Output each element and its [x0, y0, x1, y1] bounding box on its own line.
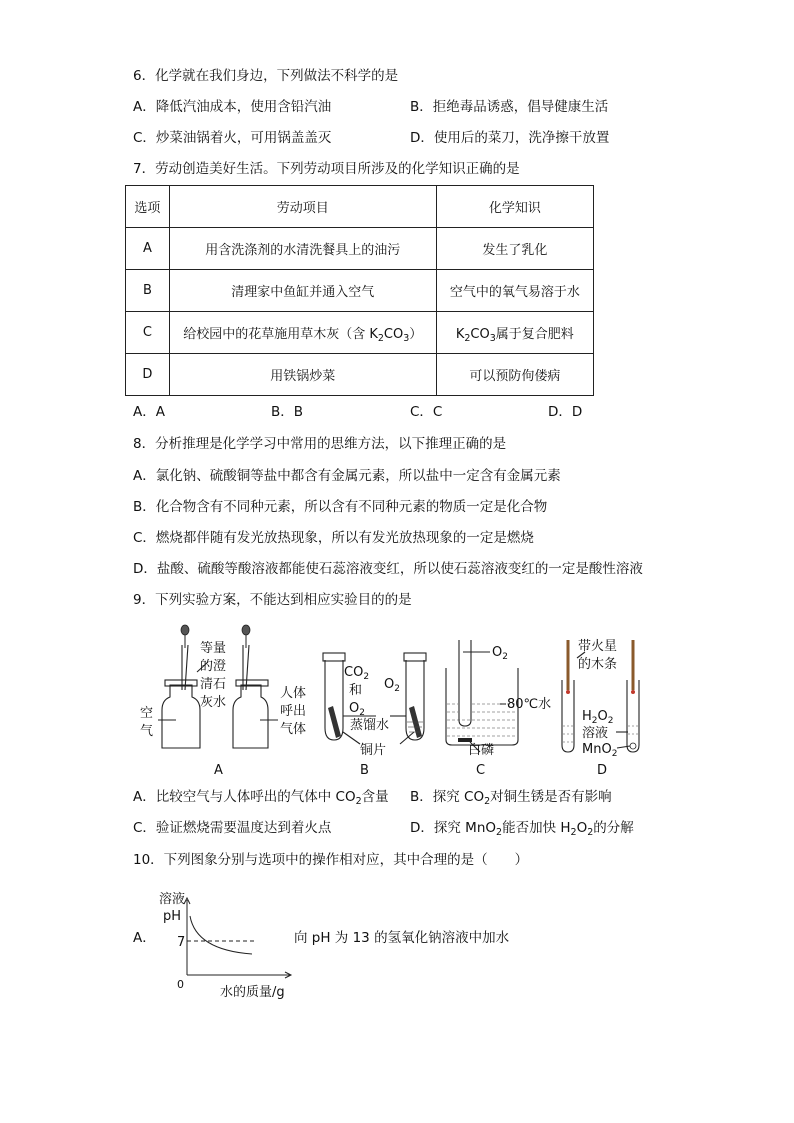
d-mno2-label: MnO$_2$	[582, 742, 618, 759]
a-breath-label: 呼出	[280, 704, 307, 719]
c-o2-label: $O_2$	[492, 645, 508, 662]
graph-xlabel: 水的质量/g	[220, 985, 285, 1000]
a-dropper-label: 清石	[200, 677, 227, 692]
q10-option-a-text: 向 pH 为 13 的氢氧化钠溶液中加水	[294, 930, 510, 946]
b-co2-label: $CO_2$	[344, 665, 370, 682]
q6-option-c[interactable]: C．炒菜油锅着火，可用锅盖盖灭	[133, 130, 332, 146]
q6-stem: 6．化学就在我们身边，下列做法不科学的是	[133, 68, 399, 84]
q6-option-a[interactable]: A．降低汽油成本，使用含铅汽油	[133, 99, 332, 115]
b-copper-label: 铜片	[360, 743, 387, 758]
row-option: B	[126, 270, 170, 312]
c-phosphorus-label: 白磷	[468, 743, 495, 758]
row-project: 用铁锅炒菜	[169, 354, 436, 396]
b-o2-label: $O_2$	[349, 701, 365, 718]
row-knowledge: 发生了乳化	[436, 228, 593, 270]
a-breath-label: 人体	[280, 686, 307, 701]
row-option: C	[126, 312, 170, 354]
q10-ph-graph	[155, 885, 305, 1000]
c-water-label: 80℃水	[507, 697, 552, 712]
d-splint-label: 的木条	[578, 657, 618, 672]
a-air-label: 空	[140, 706, 154, 721]
a-dropper-label: 的澄	[200, 659, 227, 674]
q7-choice-c[interactable]: C．C	[410, 404, 443, 420]
a-dropper-label: 灰水	[200, 695, 227, 710]
q8-stem: 8．分析推理是化学学习中常用的思维方法，以下推理正确的是	[133, 436, 507, 452]
q7-stem: 7．劳动创造美好生活。下列劳动项目所涉及的化学知识正确的是	[133, 161, 520, 177]
caption-d: D	[597, 763, 608, 778]
b-and-label: 和	[349, 683, 363, 698]
q10-stem: 10．下列图象分别与选项中的操作相对应，其中合理的是（ ）	[133, 852, 529, 868]
row-project: 给校园中的花草施用草木灰（含 $K_2CO_3$）	[169, 312, 436, 354]
row-option: A	[126, 228, 170, 270]
q8-option-a[interactable]: A．氯化钠、硫酸铜等盐中都含有金属元素，所以盐中一定含有金属元素	[133, 468, 561, 484]
b-water-label: 蒸馏水	[350, 718, 390, 733]
q7-choice-b[interactable]: B．B	[271, 404, 304, 420]
q9-option-d[interactable]: D．探究 MnO$_2$能否加快 $H_2O_2$的分解	[410, 820, 634, 838]
q6-option-b[interactable]: B．拒绝毒品诱惑，倡导健康生活	[410, 99, 609, 115]
d-solution-label: 溶液	[582, 726, 609, 741]
q9-stem: 9．下列实验方案，不能达到相应实验目的的是	[133, 592, 412, 608]
table-row	[126, 228, 594, 270]
a-breath-label: 气体	[280, 722, 307, 737]
header-option: 选项	[126, 186, 170, 228]
b-o2-label: $O_2$	[384, 677, 400, 694]
origin-label: 0	[177, 978, 184, 991]
a-air-label: 气	[140, 724, 154, 739]
q9-experiment-figure	[130, 618, 650, 780]
tick-7-label: 7	[177, 935, 186, 950]
caption-b: B	[360, 763, 369, 778]
q8-option-c[interactable]: C．燃烧都伴随有发光放热现象，所以有发光放热现象的一定是燃烧	[133, 530, 534, 546]
a-dropper-label: 等量	[200, 641, 227, 656]
row-knowledge: $K_2CO_3$属于复合肥料	[436, 312, 593, 354]
q9-option-b[interactable]: B．探究 $CO_2$对铜生锈是否有影响	[410, 789, 612, 807]
row-option: D	[126, 354, 170, 396]
header-knowledge: 化学知识	[436, 186, 593, 228]
table-row	[126, 270, 594, 312]
d-h2o2-label: $H_2O_2$	[582, 709, 614, 726]
row-knowledge: 空气中的氧气易溶于水	[436, 270, 593, 312]
q7-choice-a[interactable]: A．A	[133, 404, 165, 420]
q9-option-c[interactable]: C．验证燃烧需要温度达到着火点	[133, 820, 332, 836]
graph-ylabel: 溶液	[159, 892, 186, 907]
graph-ylabel: pH	[163, 909, 182, 924]
ph-curve	[190, 916, 252, 954]
q10-option-a-label[interactable]: A．	[133, 930, 156, 946]
d-splint-label: 带火星	[578, 639, 618, 654]
q7-choice-d[interactable]: D．D	[548, 404, 583, 420]
q8-option-b[interactable]: B．化合物含有不同种元素，所以含有不同种元素的物质一定是化合物	[133, 499, 548, 515]
caption-a: A	[214, 763, 223, 778]
caption-c: C	[476, 763, 486, 778]
q9-option-a[interactable]: A．比较空气与人体呼出的气体中 $CO_2$含量	[133, 789, 389, 807]
row-project: 清理家中鱼缸并通入空气	[169, 270, 436, 312]
header-project: 劳动项目	[169, 186, 436, 228]
q8-option-d[interactable]: D．盐酸、硫酸等酸溶液都能使石蕊溶液变红，所以使石蕊溶液变红的一定是酸性溶液	[133, 561, 643, 577]
q6-option-d[interactable]: D．使用后的菜刀，洗净擦干放置	[410, 130, 610, 146]
row-project: 用含洗涤剂的水清洗餐具上的油污	[169, 228, 436, 270]
table-header-row	[126, 186, 594, 228]
row-knowledge: 可以预防佝偻病	[436, 354, 593, 396]
table-row	[126, 312, 594, 354]
table-row	[126, 354, 594, 396]
q7-table	[125, 185, 594, 396]
